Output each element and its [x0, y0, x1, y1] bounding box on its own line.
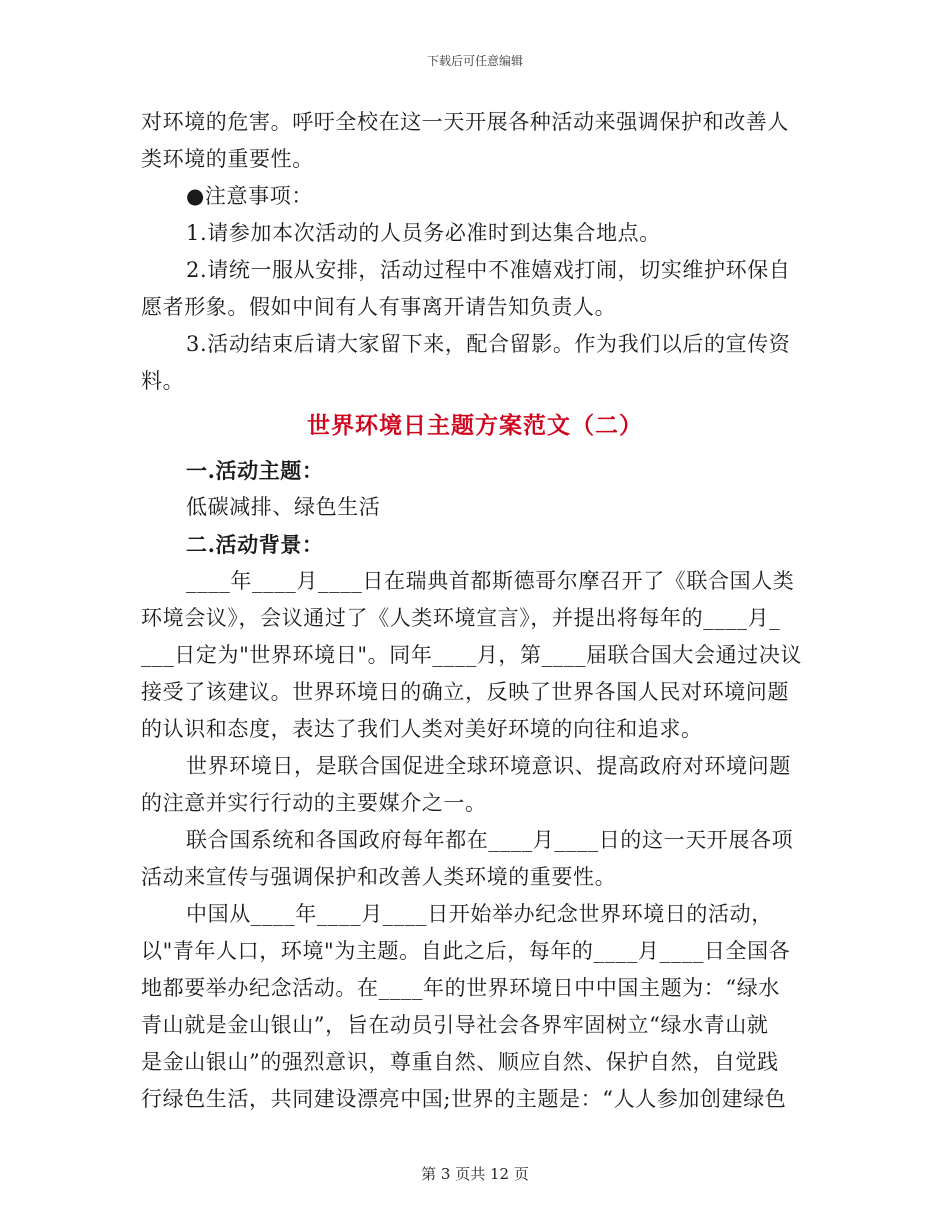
- paragraph-line: ___日定为"世界环境日"。同年____月，第____届联合国大会通过决议: [141, 643, 803, 667]
- paragraph-line: 是金山银山”的强烈意识，尊重自然、顺应自然、保护自然，自觉践: [141, 1050, 779, 1074]
- page-footer: 第 3 页共 12 页: [421, 1165, 529, 1183]
- paragraph-line: 世界环境日，是联合国促进全球环境意识、提高政府对环境问题: [186, 754, 791, 778]
- paragraph-line: 青山就是金山银山”，旨在动员引导社会各界牢固树立“绿水青山就: [141, 1013, 769, 1037]
- header-note: 下载后可任意编辑: [426, 54, 523, 68]
- paragraph-line: 对环境的危害。呼吁全校在这一天开展各种活动来强调保护和改善人: [141, 110, 789, 134]
- paragraph-line: 愿者形象。假如中间有人有事离开请告知负责人。: [141, 295, 617, 319]
- paragraph-line: 活动来宣传与强调保护和改善人类环境的重要性。: [141, 865, 617, 889]
- paragraph-line: 1.请参加本次活动的人员务必准时到达集合地点。: [186, 221, 661, 245]
- paragraph-line: 2.请统一服从安排，活动过程中不准嬉戏打闹，切实维护环保自: [186, 258, 791, 282]
- section-heading: 一.活动主题：: [186, 458, 324, 483]
- paragraph-line: 地都要举办纪念活动。在____年的世界环境日中中国主题为：“绿水: [141, 976, 780, 1000]
- document-title: 世界环境日主题方案范文（二）: [307, 412, 643, 439]
- text-block-intro: [141, 104, 809, 400]
- paragraph-line: 的认识和态度，表达了我们人类对美好环境的向往和追求。: [141, 717, 703, 741]
- paragraph-line: 3.活动结束后请大家留下来，配合留影。作为我们以后的宣传资: [186, 332, 791, 356]
- paragraph-line: 料。: [141, 369, 185, 393]
- paragraph-line: 行绿色生活，共同建设漂亮中国;世界的主题是：“人人参加创建绿色: [141, 1087, 787, 1111]
- section-heading: 二.活动背景：: [186, 532, 324, 557]
- paragraph-line: 接受了该建议。世界环境日的确立，反映了世界各国人民对环境问题: [141, 680, 789, 704]
- paragraph-line: 环境会议》，会议通过了《人类环境宣言》，并提出将每年的____月_: [141, 606, 781, 630]
- text-block-plan: [141, 452, 809, 1118]
- paragraph-line: 以"青年人口，环境"为主题。自此之后，每年的____月____日全国各: [141, 939, 791, 963]
- paragraph-line: 中国从____年____月____日开始举办纪念世界环境日的活动，: [186, 902, 773, 926]
- document-body: [141, 104, 809, 1118]
- paragraph-line: 的注意并实行行动的主要媒介之一。: [141, 791, 487, 815]
- paragraph-line: ●注意事项：: [186, 184, 313, 208]
- paragraph-line: 联合国系统和各国政府每年都在____月____日的这一天开展各项: [186, 828, 794, 852]
- paragraph-line: 类环境的重要性。: [141, 147, 314, 171]
- paragraph-line: 低碳减排、绿色生活: [186, 495, 381, 519]
- paragraph-line: ____年____月____日在瑞典首都斯德哥尔摩召开了《联合国人类: [186, 569, 795, 593]
